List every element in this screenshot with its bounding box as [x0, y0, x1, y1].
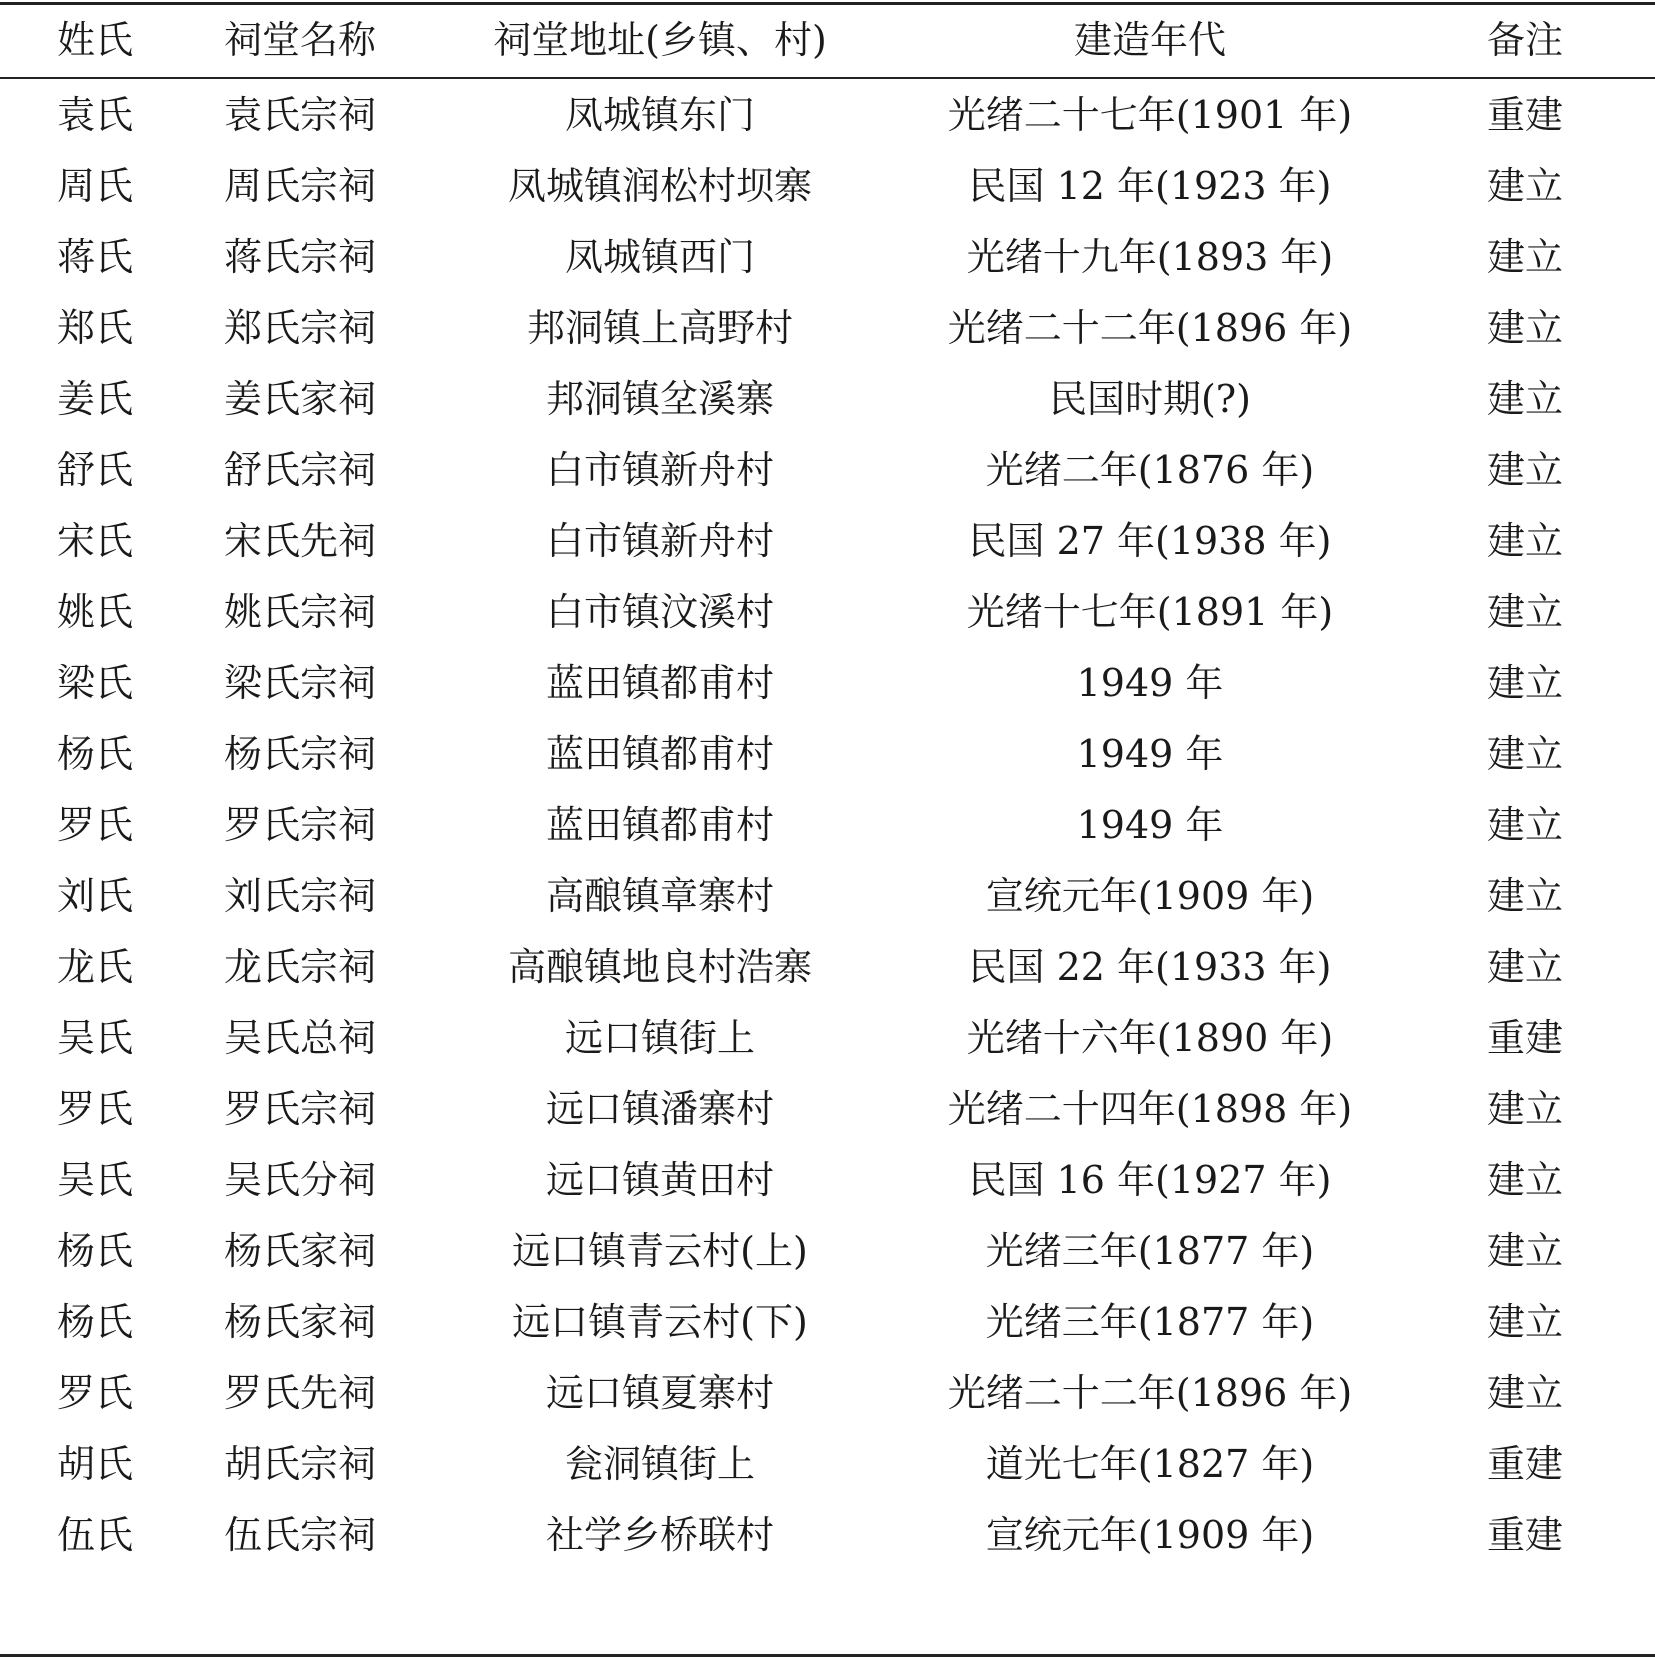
table-row	[0, 291, 1655, 366]
cell-build-era: 民国 22 年(1933 年)	[968, 945, 1332, 989]
table-row	[0, 1498, 1655, 1573]
cell-remarks: 重建	[1486, 1442, 1563, 1486]
table-row	[0, 575, 1655, 650]
cell-hall-address: 远口镇黄田村	[545, 1158, 774, 1202]
cell-surname: 吴氏	[56, 1016, 133, 1060]
cell-hall-name: 胡氏宗祠	[223, 1442, 376, 1486]
cell-surname: 杨氏	[56, 1300, 133, 1344]
table-row	[0, 788, 1655, 863]
cell-remarks: 建立	[1486, 377, 1563, 421]
cell-hall-address: 白市镇新舟村	[545, 448, 774, 492]
cell-surname: 杨氏	[56, 732, 133, 776]
table-row	[0, 717, 1655, 792]
cell-build-era: 民国 16 年(1927 年)	[968, 1158, 1332, 1202]
header-build-era: 建造年代	[1073, 18, 1226, 62]
header-hall-address: 祠堂地址(乡镇、村)	[493, 18, 827, 62]
cell-hall-name: 姚氏宗祠	[223, 590, 376, 634]
cell-build-era: 光绪二年(1876 年)	[985, 448, 1315, 492]
cell-hall-address: 高酿镇章寨村	[545, 874, 774, 918]
cell-remarks: 建立	[1486, 590, 1563, 634]
cell-surname: 胡氏	[56, 1442, 133, 1486]
cell-hall-address: 凤城镇润松村坝寨	[507, 164, 812, 208]
cell-hall-address: 凤城镇西门	[564, 235, 755, 279]
table-row	[0, 220, 1655, 295]
cell-build-era: 1949 年	[1076, 803, 1224, 847]
cell-build-era: 民国 12 年(1923 年)	[968, 164, 1332, 208]
cell-hall-name: 伍氏宗祠	[223, 1513, 376, 1557]
cell-hall-name: 吴氏总祠	[223, 1016, 376, 1060]
cell-hall-name: 杨氏家祠	[223, 1300, 376, 1344]
cell-surname: 刘氏	[56, 874, 133, 918]
cell-surname: 伍氏	[56, 1513, 133, 1557]
cell-surname: 罗氏	[56, 803, 133, 847]
cell-hall-address: 远口镇青云村(下)	[512, 1300, 808, 1344]
cell-hall-address: 远口镇潘寨村	[545, 1087, 774, 1131]
cell-surname: 姜氏	[56, 377, 133, 421]
table-row	[0, 1427, 1655, 1502]
cell-build-era: 宣统元年(1909 年)	[985, 874, 1315, 918]
cell-hall-name: 杨氏家祠	[223, 1229, 376, 1273]
cell-remarks: 建立	[1486, 732, 1563, 776]
cell-surname: 姚氏	[56, 590, 133, 634]
header-hall-name: 祠堂名称	[223, 18, 376, 62]
cell-surname: 龙氏	[56, 945, 133, 989]
cell-surname: 郑氏	[56, 306, 133, 350]
cell-surname: 宋氏	[56, 519, 133, 563]
table-row	[0, 1356, 1655, 1431]
cell-hall-name: 舒氏宗祠	[223, 448, 376, 492]
cell-hall-address: 远口镇夏寨村	[545, 1371, 774, 1415]
table-header-row	[0, 3, 1655, 78]
cell-hall-address: 邦洞镇上高野村	[526, 306, 793, 350]
cell-hall-address: 瓮洞镇街上	[564, 1442, 755, 1486]
cell-surname: 杨氏	[56, 1229, 133, 1273]
cell-hall-name: 郑氏宗祠	[223, 306, 376, 350]
cell-remarks: 建立	[1486, 945, 1563, 989]
cell-build-era: 1949 年	[1076, 661, 1224, 705]
table-row	[0, 1285, 1655, 1360]
cell-remarks: 重建	[1486, 1513, 1563, 1557]
table-row	[0, 149, 1655, 224]
header-remarks: 备注	[1486, 18, 1563, 62]
table-row	[0, 504, 1655, 579]
cell-remarks: 建立	[1486, 1300, 1563, 1344]
cell-remarks: 重建	[1486, 1016, 1563, 1060]
cell-build-era: 光绪二十二年(1896 年)	[947, 306, 1353, 350]
cell-remarks: 建立	[1486, 661, 1563, 705]
cell-hall-name: 姜氏家祠	[223, 377, 376, 421]
cell-build-era: 光绪十六年(1890 年)	[966, 1016, 1334, 1060]
cell-remarks: 重建	[1486, 93, 1563, 137]
table-row	[0, 1143, 1655, 1218]
cell-remarks: 建立	[1486, 1087, 1563, 1131]
cell-remarks: 建立	[1486, 1158, 1563, 1202]
table-row	[0, 1072, 1655, 1147]
cell-remarks: 建立	[1486, 874, 1563, 918]
cell-build-era: 光绪二十二年(1896 年)	[947, 1371, 1353, 1415]
table-row	[0, 78, 1655, 153]
table-row	[0, 1214, 1655, 1289]
cell-hall-name: 罗氏先祠	[223, 1371, 376, 1415]
table-row	[0, 646, 1655, 721]
cell-remarks: 建立	[1486, 1229, 1563, 1273]
header-surname: 姓氏	[56, 18, 133, 62]
cell-build-era: 民国 27 年(1938 年)	[968, 519, 1332, 563]
cell-hall-address: 远口镇青云村(上)	[512, 1229, 808, 1273]
cell-surname: 吴氏	[56, 1158, 133, 1202]
cell-hall-name: 杨氏宗祠	[223, 732, 376, 776]
cell-build-era: 宣统元年(1909 年)	[985, 1513, 1315, 1557]
cell-hall-address: 远口镇街上	[564, 1016, 755, 1060]
cell-remarks: 建立	[1486, 803, 1563, 847]
table-bottom-rule	[0, 1654, 1655, 1657]
cell-surname: 袁氏	[56, 93, 133, 137]
cell-build-era: 光绪三年(1877 年)	[985, 1229, 1315, 1273]
cell-hall-name: 袁氏宗祠	[223, 93, 376, 137]
table-row	[0, 362, 1655, 437]
table-row	[0, 433, 1655, 508]
table-row	[0, 930, 1655, 1005]
cell-hall-address: 邦洞镇坌溪寨	[545, 377, 774, 421]
cell-build-era: 民国时期(?)	[1048, 377, 1252, 421]
cell-remarks: 建立	[1486, 164, 1563, 208]
cell-hall-address: 白市镇新舟村	[545, 519, 774, 563]
cell-build-era: 光绪二十七年(1901 年)	[947, 93, 1353, 137]
cell-hall-name: 刘氏宗祠	[223, 874, 376, 918]
cell-surname: 蒋氏	[56, 235, 133, 279]
cell-build-era: 光绪十九年(1893 年)	[966, 235, 1334, 279]
cell-hall-address: 高酿镇地良村浩寨	[507, 945, 812, 989]
cell-hall-name: 吴氏分祠	[223, 1158, 376, 1202]
cell-remarks: 建立	[1486, 235, 1563, 279]
cell-hall-address: 白市镇汶溪村	[545, 590, 774, 634]
cell-surname: 罗氏	[56, 1371, 133, 1415]
cell-hall-name: 罗氏宗祠	[223, 803, 376, 847]
cell-remarks: 建立	[1486, 448, 1563, 492]
cell-build-era: 道光七年(1827 年)	[985, 1442, 1315, 1486]
cell-remarks: 建立	[1486, 1371, 1563, 1415]
cell-hall-name: 罗氏宗祠	[223, 1087, 376, 1131]
cell-hall-name: 龙氏宗祠	[223, 945, 376, 989]
table-row	[0, 1001, 1655, 1076]
cell-surname: 罗氏	[56, 1087, 133, 1131]
table-row	[0, 859, 1655, 934]
cell-hall-name: 梁氏宗祠	[223, 661, 376, 705]
cell-hall-address: 蓝田镇都甫村	[545, 732, 774, 776]
cell-surname: 梁氏	[56, 661, 133, 705]
cell-remarks: 建立	[1486, 306, 1563, 350]
cell-surname: 舒氏	[56, 448, 133, 492]
cell-build-era: 光绪三年(1877 年)	[985, 1300, 1315, 1344]
cell-hall-address: 蓝田镇都甫村	[545, 803, 774, 847]
cell-hall-address: 凤城镇东门	[564, 93, 755, 137]
cell-build-era: 光绪十七年(1891 年)	[966, 590, 1334, 634]
cell-build-era: 1949 年	[1076, 732, 1224, 776]
cell-hall-name: 周氏宗祠	[223, 164, 376, 208]
cell-build-era: 光绪二十四年(1898 年)	[947, 1087, 1353, 1131]
cell-hall-address: 社学乡桥联村	[545, 1513, 774, 1557]
cell-hall-name: 宋氏先祠	[223, 519, 376, 563]
cell-surname: 周氏	[56, 164, 133, 208]
cell-remarks: 建立	[1486, 519, 1563, 563]
cell-hall-name: 蒋氏宗祠	[223, 235, 376, 279]
cell-hall-address: 蓝田镇都甫村	[545, 661, 774, 705]
